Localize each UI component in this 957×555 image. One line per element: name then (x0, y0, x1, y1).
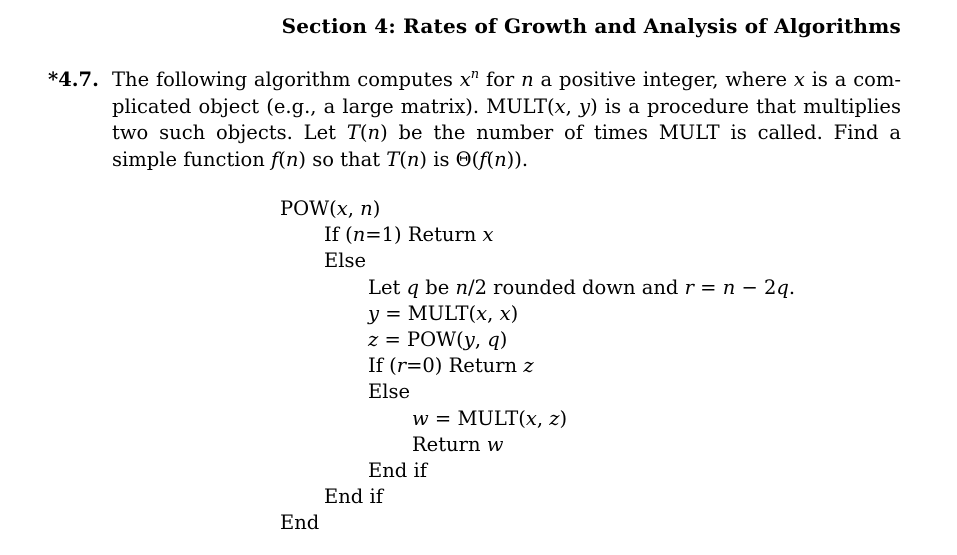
text-run: a positive integer, where (533, 68, 794, 91)
code-line-10: Return w (412, 432, 504, 456)
code-line-5: y = MULT(x, x) (368, 301, 519, 325)
code-line-4: Let q be n/2 rounded down and r = n − 2q. (368, 275, 796, 299)
math-var: T (346, 121, 360, 144)
text-run: ( (486, 147, 495, 171)
text-run: ) is Θ( (419, 147, 480, 171)
math-var: n (406, 147, 420, 171)
text-run: ) be the number of times MULT is called. Find a simple function (112, 121, 901, 171)
code-line-12: End if (324, 485, 383, 509)
math-var: f (479, 147, 487, 171)
math-var: n (494, 147, 507, 171)
math-var: x (554, 94, 566, 118)
code-line-13: End (280, 511, 320, 535)
code-line-8: Else (368, 380, 411, 404)
math-var: x (459, 68, 471, 91)
math-superscript: n (470, 67, 480, 82)
code-line-3: Else (324, 249, 367, 273)
section-header: Section 4: Rates of Growth and Analysis of Algorithms (281, 14, 901, 38)
math-var: y (579, 94, 591, 118)
code-line-1: POW(x, n) (280, 197, 381, 220)
math-var: n (367, 121, 381, 144)
text-run: for (479, 68, 522, 91)
pseudocode-block (280, 196, 795, 536)
math-var: T (386, 147, 400, 171)
text-run: is a com-plicated object (e.g., a large matrix). MULT( (112, 68, 901, 118)
math-var: n (521, 68, 534, 91)
code-line-6: z = POW(y, q) (368, 327, 508, 351)
math-var: x (793, 68, 805, 91)
code-line-7: If (r=0) Return z (368, 354, 534, 378)
text-run: ( (399, 147, 407, 171)
text-run: ) is a procedure that multiplies two such objects. Let (112, 94, 901, 144)
text-run: )). (506, 147, 529, 171)
text-run: , (565, 94, 580, 118)
text-run: ( (359, 121, 368, 144)
text-run: The following algorithm computes (112, 68, 460, 91)
code-line-2: If (n=1) Return x (324, 223, 494, 247)
text-run: ) so that (298, 147, 387, 171)
problem-4-7 (48, 67, 901, 173)
code-line-11: End if (368, 458, 427, 482)
math-var: n (285, 147, 299, 171)
problem-statement (112, 67, 901, 173)
text-run: ( (278, 147, 286, 171)
problem-number: *4.7. (48, 68, 99, 91)
code-line-9: w = MULT(x, z) (412, 406, 568, 430)
math-var: f (271, 147, 279, 171)
